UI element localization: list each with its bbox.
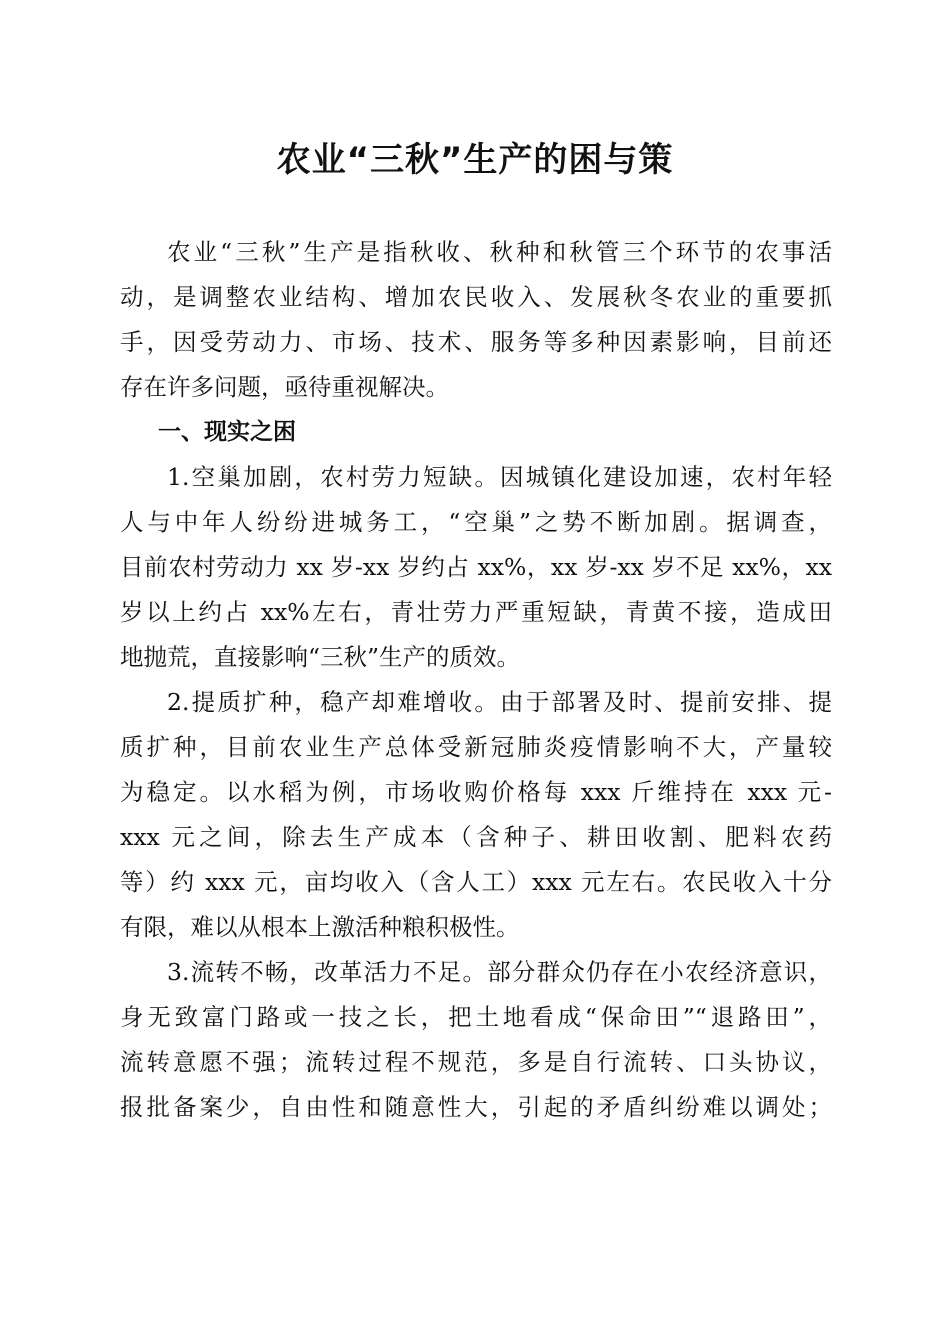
intro-line-1: 农业“三秋”生产是指秋收、秋种和秋管三个环节的农事活 (167, 238, 832, 266)
item2-line-1: 2.提质扩种，稳产却难增收。由于部署及时、提前安排、提 (167, 688, 832, 716)
item1-line-5: 地抛荒，直接影响“三秋”生产的质效。 (120, 643, 521, 671)
item2-line-6: 有限，难以从根本上激活种粮积极性。 (120, 913, 520, 941)
intro-line-4: 存在许多问题，亟待重视解决。 (120, 373, 449, 401)
document-title: 农业“三秋”生产的困与策 (276, 140, 674, 180)
intro-line-2: 动，是调整农业结构、增加农民收入、发展秋冬农业的重要抓 (120, 283, 832, 311)
item2-line-3: 为稳定。以水稻为例，市场收购价格每 xxx 斤维持在 xxx 元- (120, 778, 832, 806)
item-1-paragraph (120, 455, 832, 680)
item2-line-2: 质扩种，目前农业生产总体受新冠肺炎疫情影响不大，产量较 (120, 733, 832, 761)
item-3-paragraph (120, 950, 832, 1130)
item1-line-1: 1.空巢加剧，农村劳力短缺。因城镇化建设加速，农村年轻 (167, 463, 832, 491)
item1-line-2: 人与中年人纷纷进城务工，“空巢”之势不断加剧。据调查， (120, 508, 832, 536)
item3-line-1: 3.流转不畅，改革活力不足。部分群众仍存在小农经济意识， (167, 958, 832, 986)
item1-line-3: 目前农村劳动力 xx 岁-xx 岁约占 xx%，xx 岁-xx 岁不足 xx%，xx (120, 553, 832, 581)
intro-paragraph (120, 230, 832, 410)
item3-line-2: 身无致富门路或一技之长，把土地看成“保命田”“退路田”， (120, 1003, 832, 1031)
item1-line-4: 岁以上约占 xx%左右，青壮劳力严重短缺，青黄不接，造成田 (120, 598, 832, 626)
section-heading-1: 一、现实之困 (158, 419, 296, 445)
item2-line-4: xxx 元之间，除去生产成本（含种子、耕田收割、肥料农药 (120, 823, 832, 851)
item2-line-5: 等）约 xxx 元，亩均收入（含人工）xxx 元左右。农民收入十分 (120, 868, 832, 896)
item3-line-3: 流转意愿不强；流转过程不规范，多是自行流转、口头协议， (120, 1048, 832, 1076)
item-2-paragraph (120, 680, 832, 950)
intro-line-3: 手，因受劳动力、市场、技术、服务等多种因素影响，目前还 (120, 328, 832, 356)
item3-line-4: 报批备案少，自由性和随意性大，引起的矛盾纠纷难以调处； (120, 1093, 832, 1121)
document-body (120, 230, 832, 1130)
